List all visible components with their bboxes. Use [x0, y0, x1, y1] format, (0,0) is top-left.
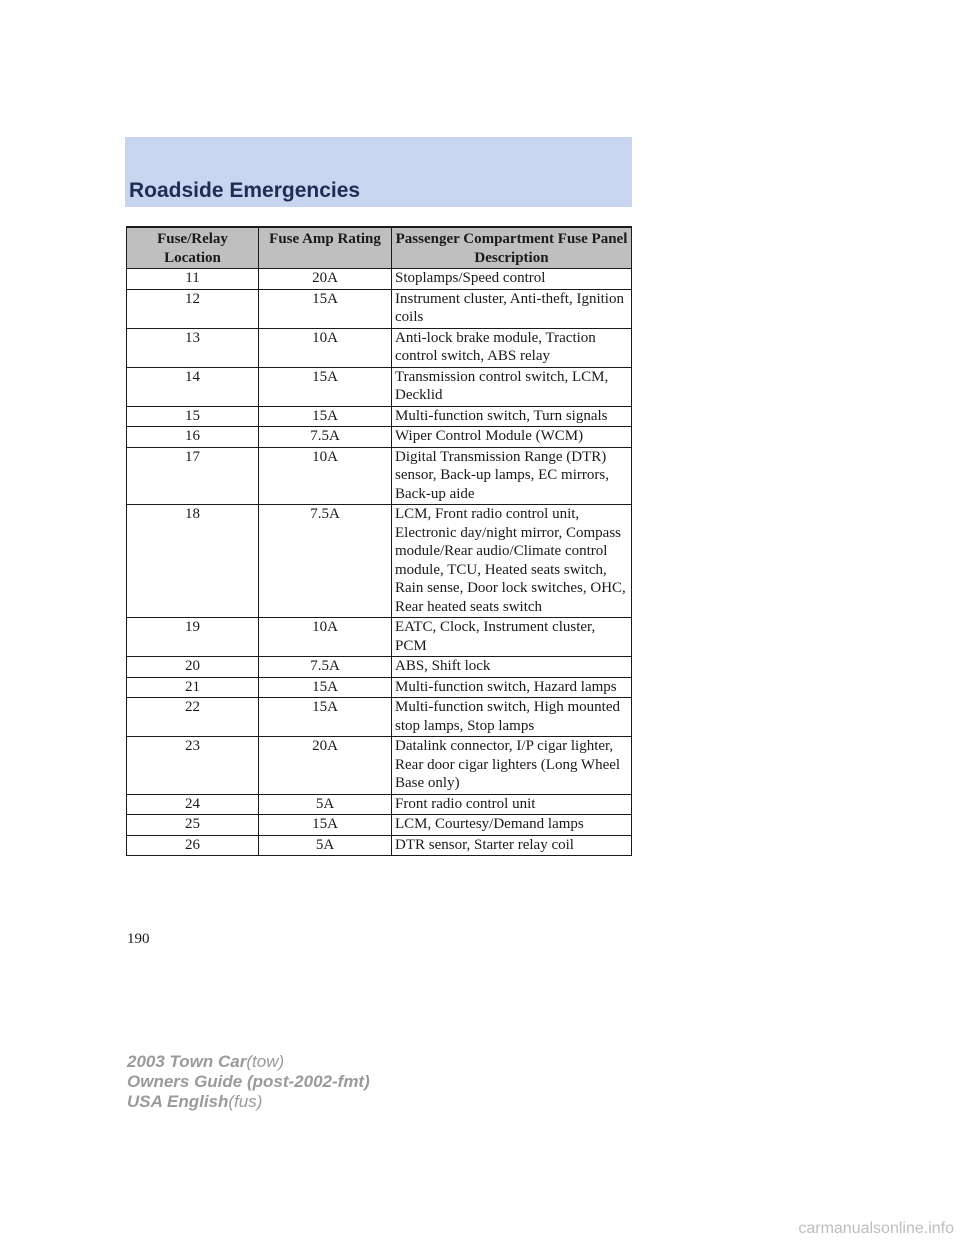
section-title: Roadside Emergencies [129, 179, 361, 202]
table-row [127, 328, 632, 367]
cell-amp-rating: 10A [259, 618, 392, 657]
cell-description: LCM, Courtesy/Demand lamps [392, 815, 632, 836]
footer-line-1 [127, 1052, 370, 1072]
footer-line-2 [127, 1072, 370, 1092]
cell-amp-rating: 15A [259, 698, 392, 737]
cell-amp-rating: 7.5A [259, 505, 392, 618]
table-header-row [127, 227, 632, 269]
cell-description: DTR sensor, Starter relay coil [392, 835, 632, 856]
page-number: 190 [127, 931, 150, 947]
cell-location: 14 [127, 367, 259, 406]
footer-language-code: (fus) [228, 1092, 263, 1111]
footer-model-code: (tow) [246, 1052, 285, 1071]
table-row [127, 794, 632, 815]
cell-amp-rating: 20A [259, 737, 392, 795]
watermark-link[interactable]: carmanualsonline.info [798, 1220, 954, 1237]
cell-description: LCM, Front radio control unit, Electronic day/night mirror, Compass module/Rear audio/Climate control module, TCU, Heated seats switch, Rain sense, Door lock switches, OHC, Rear heated seats switch [392, 505, 632, 618]
fuse-table [126, 226, 632, 856]
table-row [127, 447, 632, 505]
cell-amp-rating: 20A [259, 269, 392, 290]
table-row [127, 269, 632, 290]
table-row [127, 505, 632, 618]
column-header-amp-rating: Fuse Amp Rating [259, 227, 392, 269]
table-row [127, 698, 632, 737]
cell-description: Multi-function switch, Hazard lamps [392, 677, 632, 698]
cell-amp-rating: 15A [259, 289, 392, 328]
cell-description: EATC, Clock, Instrument cluster, PCM [392, 618, 632, 657]
table-row [127, 835, 632, 856]
cell-description: Stoplamps/Speed control [392, 269, 632, 290]
table-row [127, 367, 632, 406]
footer-language: USA English [127, 1092, 229, 1111]
document-footer [127, 1052, 370, 1112]
cell-description: Datalink connector, I/P cigar lighter, Rear door cigar lighters (Long Wheel Base only) [392, 737, 632, 795]
cell-amp-rating: 5A [259, 835, 392, 856]
table-row [127, 289, 632, 328]
cell-location: 13 [127, 328, 259, 367]
cell-location: 15 [127, 406, 259, 427]
table-row [127, 657, 632, 678]
table-row [127, 737, 632, 795]
cell-amp-rating: 15A [259, 677, 392, 698]
section-header-band [125, 137, 632, 207]
cell-location: 18 [127, 505, 259, 618]
cell-amp-rating: 10A [259, 328, 392, 367]
cell-location: 17 [127, 447, 259, 505]
cell-location: 24 [127, 794, 259, 815]
cell-location: 19 [127, 618, 259, 657]
cell-description: Front radio control unit [392, 794, 632, 815]
cell-location: 23 [127, 737, 259, 795]
cell-amp-rating: 15A [259, 406, 392, 427]
cell-description: ABS, Shift lock [392, 657, 632, 678]
cell-location: 12 [127, 289, 259, 328]
cell-description: Multi-function switch, Turn signals [392, 406, 632, 427]
cell-amp-rating: 15A [259, 815, 392, 836]
footer-guide-name: Owners Guide (post-2002-fmt) [127, 1072, 370, 1091]
column-header-location: Fuse/Relay Location [127, 227, 259, 269]
cell-description: Instrument cluster, Anti-theft, Ignition coils [392, 289, 632, 328]
cell-description: Transmission control switch, LCM, Decklid [392, 367, 632, 406]
cell-location: 11 [127, 269, 259, 290]
cell-amp-rating: 10A [259, 447, 392, 505]
table-row [127, 427, 632, 448]
table-row [127, 618, 632, 657]
table-row [127, 815, 632, 836]
table-row [127, 406, 632, 427]
cell-amp-rating: 7.5A [259, 657, 392, 678]
cell-description: Wiper Control Module (WCM) [392, 427, 632, 448]
cell-description: Multi-function switch, High mounted stop lamps, Stop lamps [392, 698, 632, 737]
cell-amp-rating: 5A [259, 794, 392, 815]
footer-line-3 [127, 1092, 370, 1112]
cell-description: Anti-lock brake module, Traction control switch, ABS relay [392, 328, 632, 367]
cell-location: 26 [127, 835, 259, 856]
footer-model: 2003 Town Car [127, 1052, 247, 1071]
cell-location: 21 [127, 677, 259, 698]
cell-description: Digital Transmission Range (DTR) sensor, Back-up lamps, EC mirrors, Back-up aide [392, 447, 632, 505]
cell-location: 16 [127, 427, 259, 448]
cell-amp-rating: 15A [259, 367, 392, 406]
table-row [127, 677, 632, 698]
cell-location: 22 [127, 698, 259, 737]
cell-location: 20 [127, 657, 259, 678]
cell-location: 25 [127, 815, 259, 836]
fuse-table-body [127, 269, 632, 856]
column-header-description: Passenger Compartment Fuse Panel Description [392, 227, 632, 269]
cell-amp-rating: 7.5A [259, 427, 392, 448]
